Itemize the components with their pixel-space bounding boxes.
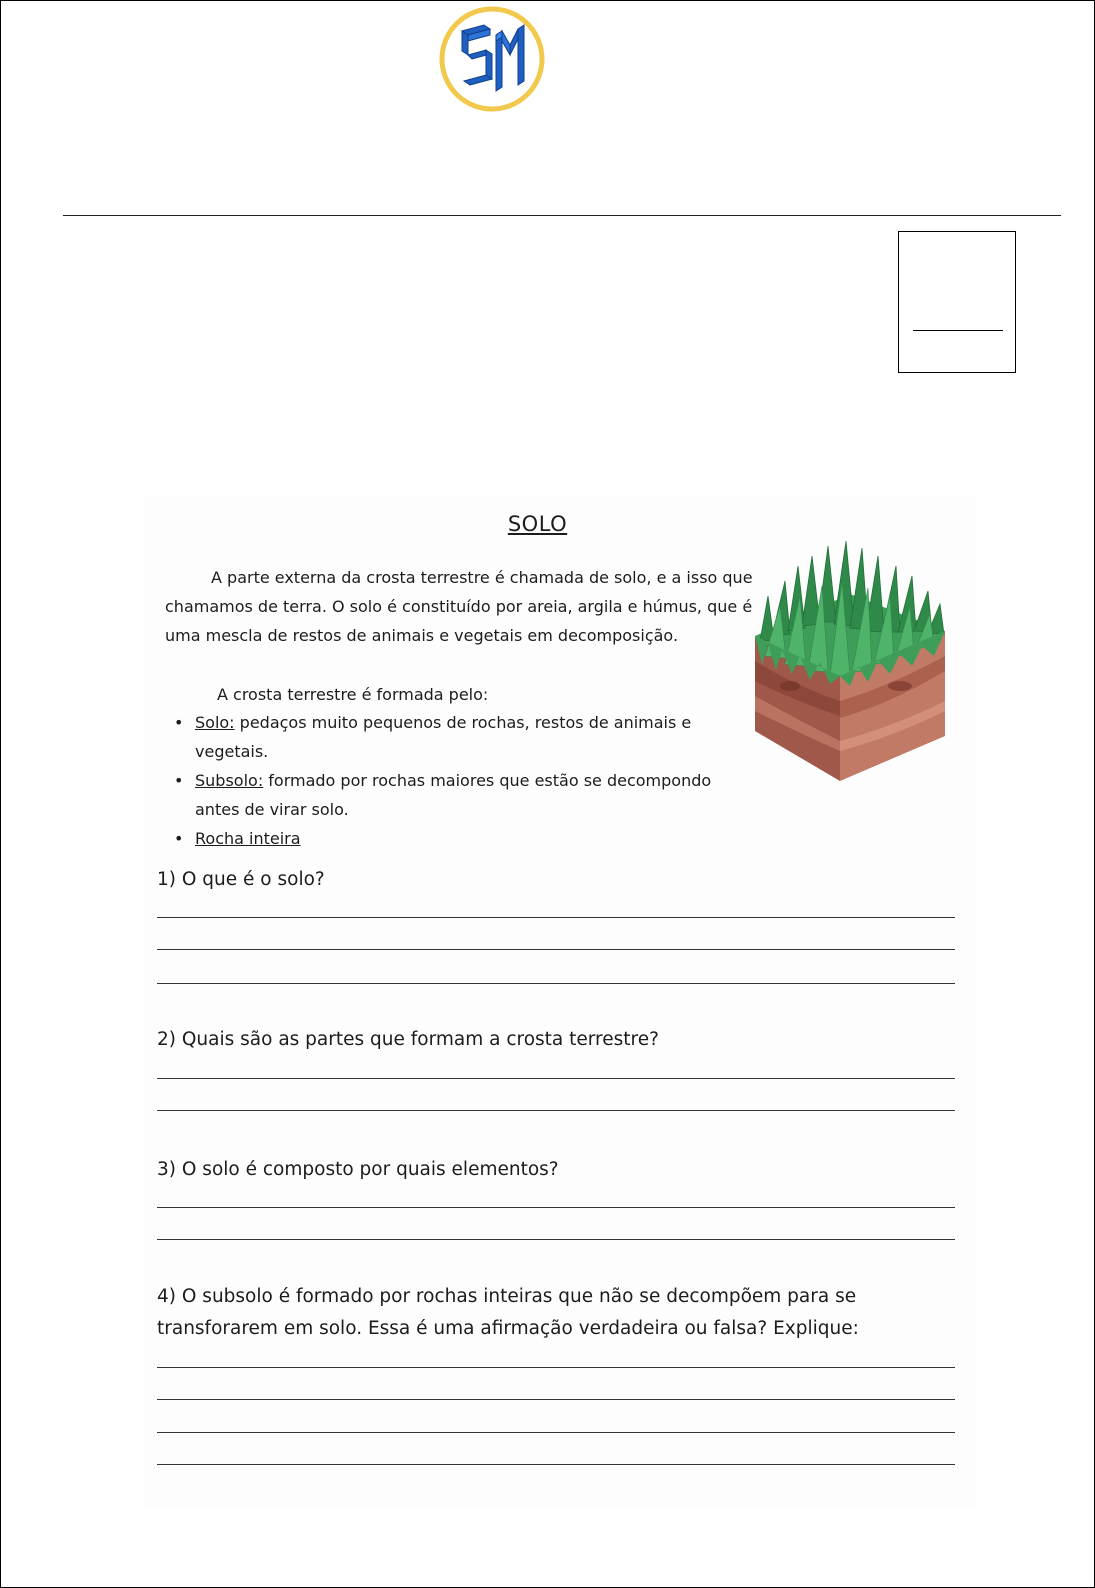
list-item — [165, 766, 755, 824]
question-1: 1) O que é o solo? — [157, 869, 325, 890]
intro-paragraph-text: A parte externa da crosta terrestre é chamada de solo, e a isso que chamamos de terra. O solo é constituído por areia, argila e húmus, que é uma mescla de restos de animais e vegetais em decomposição. — [165, 568, 753, 645]
answer-line-q1-3[interactable] — [157, 983, 955, 984]
soil-block-icon — [750, 536, 950, 786]
list-item-text: pedaços muito pequenos de rochas, restos de animais e vegetais. — [195, 713, 692, 761]
question-2: 2) Quais são as partes que formam a crosta terrestre? — [157, 1029, 659, 1050]
list-item-text: formado por rochas maiores que estão se decompondo antes de virar solo. — [195, 771, 712, 819]
list-item-term: Rocha inteira — [195, 829, 301, 848]
grade-box — [898, 231, 1016, 373]
header-divider — [63, 215, 1061, 216]
answer-line-q4-2[interactable] — [157, 1399, 955, 1400]
answer-line-q2-2[interactable] — [157, 1110, 955, 1111]
list-item — [165, 708, 755, 766]
list-item-term: Subsolo: — [195, 771, 264, 790]
answer-line-q4-3[interactable] — [157, 1432, 955, 1433]
question-4: 4) O subsolo é formado por rochas inteiras que não se decompõem para se transforarem em solo. Essa é uma afirmação verdadeira ou falsa? Explique: — [157, 1286, 859, 1339]
answer-line-q4-4[interactable] — [157, 1464, 955, 1465]
worksheet-content — [145, 496, 975, 1506]
answer-line-q3-2[interactable] — [157, 1239, 955, 1240]
crust-layers-list — [165, 708, 755, 853]
question-3: 3) O solo é composto por quais elementos? — [157, 1159, 559, 1180]
answer-line-q1-1[interactable] — [157, 917, 955, 918]
answer-line-q1-2[interactable] — [157, 949, 955, 950]
crust-intro: A crosta terrestre é formada pelo: — [217, 685, 489, 704]
list-item-term: Solo: — [195, 713, 235, 732]
grade-line — [913, 330, 1003, 331]
list-item — [165, 824, 755, 853]
answer-line-q4-1[interactable] — [157, 1367, 955, 1368]
intro-paragraph — [165, 563, 765, 650]
answer-line-q2-1[interactable] — [157, 1078, 955, 1079]
school-logo-icon — [438, 5, 546, 113]
worksheet-title: SOLO — [507, 512, 568, 536]
answer-line-q3-1[interactable] — [157, 1207, 955, 1208]
